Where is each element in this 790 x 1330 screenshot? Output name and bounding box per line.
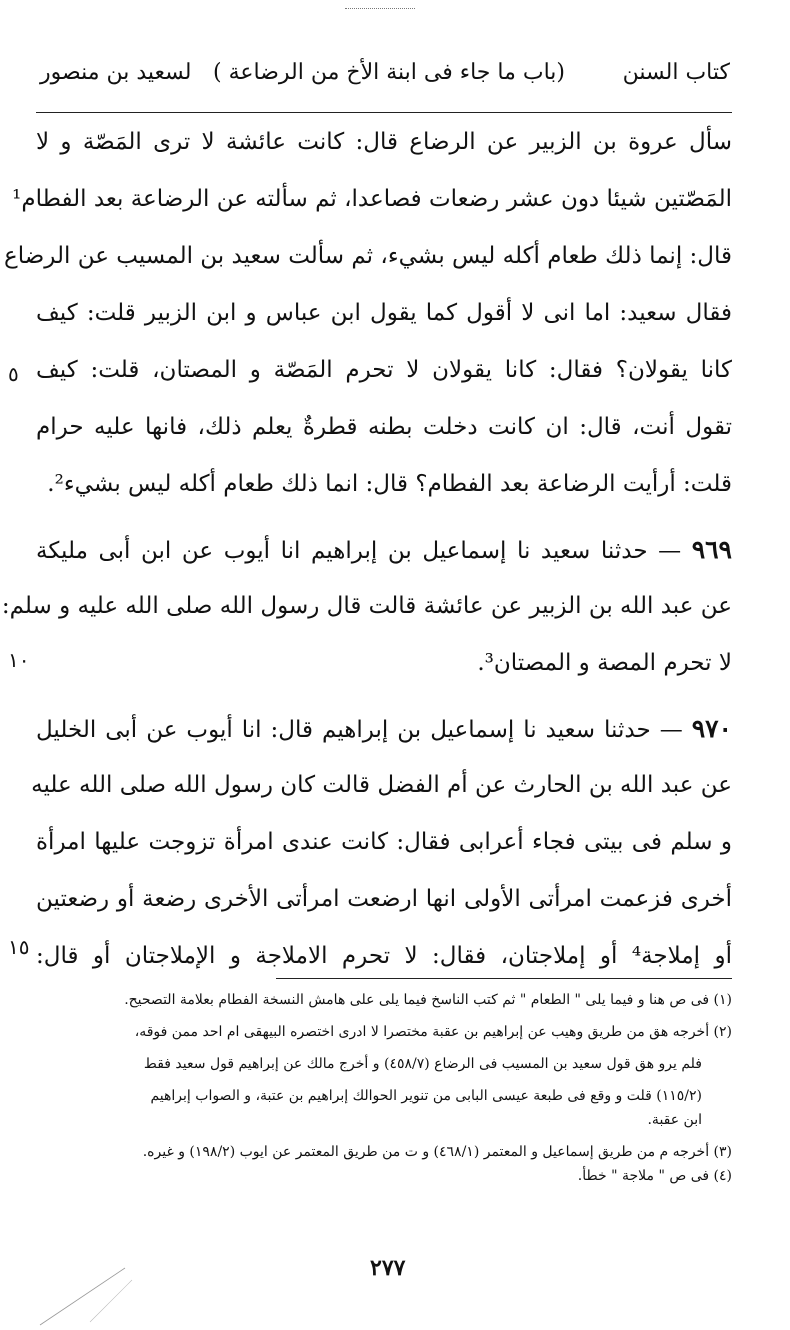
running-header: [40, 54, 730, 94]
header-rule: [36, 112, 732, 113]
text-line: عن عبد الله بن الزبير عن عائشة قالت قال رسول الله صلى الله عليه و سلم:: [1, 593, 732, 619]
margin-line-number: ١٥: [8, 935, 30, 959]
text-line: قلت: أرأيت الرضاعة بعد الفطام؟ قال: انما ذلك طعام أكله ليس بشيء².: [47, 471, 732, 497]
text-line: عن عبد الله بن الحارث عن أم الفضل قالت كان رسول الله صلى الله عليه: [31, 772, 732, 798]
text-line: المَصّتين شيئا دون عشر رضعات فصاعدا، ثم سألته عن الرضاعة بعد الفطام¹: [12, 186, 732, 212]
hadith-number: ٩٧٠: [691, 714, 732, 743]
hadith-970-line: ٩٧٠ — حدثنا سعيد نا إسماعيل بن إبراهيم قال: انا أيوب عن أبى الخليل: [36, 714, 732, 743]
text-line: سأل عروة بن الزبير عن الرضاع قال: كانت عائشة لا ترى المَصّة و لا: [36, 129, 732, 155]
header-book-title: كتاب السنن: [622, 60, 730, 85]
footnotes: [36, 990, 732, 1198]
footnote: (٤) فى ص " ملاجة " خطأ.: [577, 1168, 732, 1184]
text-line: قال: إنما ذلك طعام أكله ليس بشيء، ثم سألت سعيد بن المسيب عن الرضاع: [4, 243, 732, 269]
scan-scratch-mark: [30, 1260, 140, 1330]
hadith-number: ٩٦٩: [691, 535, 732, 564]
text-line: تقول أنت، قال: ان كانت دخلت بطنه قطرةٌ يعلم ذلك، فانها عليه حرام: [36, 414, 732, 440]
margin-line-number: ٥: [8, 362, 19, 386]
text-line: أخرى فزعمت امرأتى الأولى انها ارضعت امرأتى الأخرى رضعة أو رضعتين: [36, 886, 732, 912]
header-chapter-title: (باب ما جاء فى ابنة الأخ من الرضاعة ): [213, 60, 565, 85]
footnote-continuation: ابن عقبة.: [647, 1112, 702, 1128]
footnote-rule: [276, 978, 732, 979]
page-number: ٢٧٧: [370, 1255, 406, 1281]
text-line: لا تحرم المصة و المصتان³.: [477, 650, 732, 676]
footnote: (١) فى ص هنا و فيما يلى " الطعام " ثم كتب الناسخ فيما يلى على هامش النسخة الفطام بعلامة التصحيح.: [124, 992, 732, 1008]
footnote-continuation: فلم يرو هق قول سعيد بن المسيب فى الرضاع (٤٥٨/٧) و أخرج مالك عن إبراهيم قول سعيد فقط: [143, 1056, 702, 1072]
footnote: (٣) أخرجه م من طريق إسماعيل و المعتمر (٤٦٨/١) و ت من طريق المعتمر عن ايوب (١٩٨/٢) و غيره.: [142, 1144, 732, 1160]
text-line: فقال سعيد: اما انى لا أقول كما يقول ابن عباس و ابن الزبير قلت: كيف: [36, 300, 732, 326]
text-line: كانا يقولان؟ فقال: كانا يقولان لا تحرم المَصّة و المصتان، قلت: كيف: [36, 357, 732, 383]
text-line: و سلم فى بيتى فجاء أعرابى فقال: كانت عندى امرأة تزوجت عليها امرأة: [36, 829, 732, 855]
header-author: لسعيد بن منصور: [40, 60, 192, 85]
text-line: أو إملاجة⁴ أو إملاجتان، فقال: لا تحرم الاملاجة و الإملاجتان أو قال:: [36, 943, 733, 969]
footnote-continuation: (١١٥/٢) قلت و وقع فى طبعة عيسى البابى من تنوير الحوالك إبراهيم بن عتبة، و الصواب إبراهيم: [150, 1088, 702, 1104]
top-edge-mark: [345, 8, 415, 9]
footnote: (٢) أخرجه هق من طريق وهيب عن إبراهيم بن عقبة مختصرا لا ادرى اختصره البيهقى ام احد ممن فوقه،: [134, 1024, 732, 1040]
margin-line-number: ١٠: [8, 648, 30, 672]
hadith-969-line: ٩٦٩ — حدثنا سعيد نا إسماعيل بن إبراهيم انا أيوب عن ابن أبى مليكة: [36, 535, 732, 564]
